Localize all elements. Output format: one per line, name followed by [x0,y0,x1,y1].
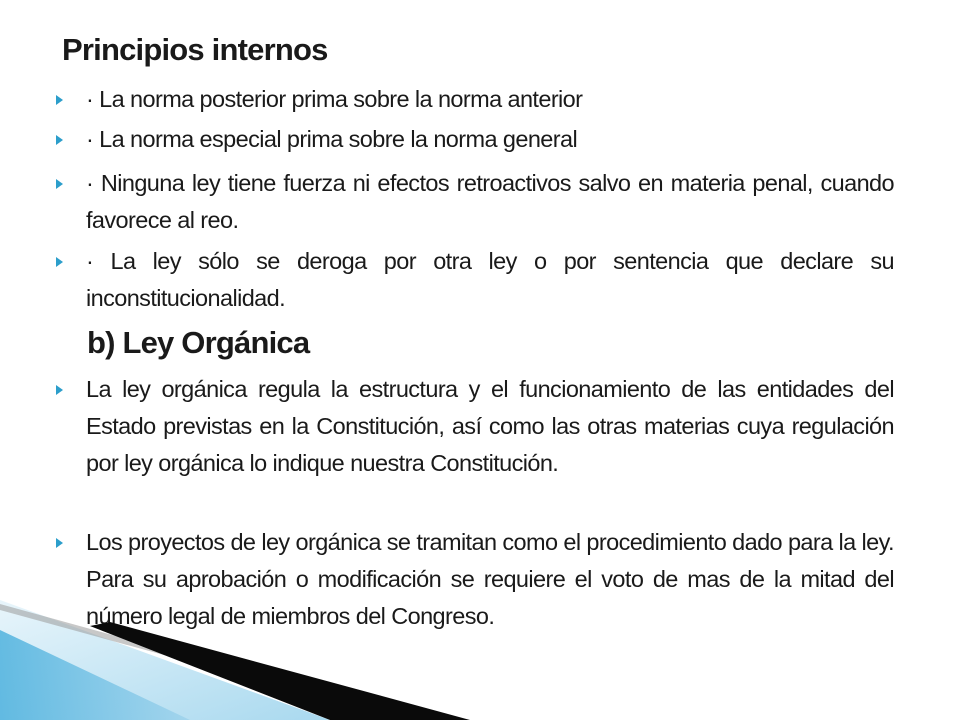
list-item [56,121,876,158]
list-item-text: La ley orgánica regula la estructura y el funcionamiento de las entidades del Estado previstas en la Constitución, así como las otras materias cuya regulación por ley orgánica lo indique nuestra Constitución. [86,376,894,476]
triangle-bullet-icon [56,385,63,395]
decorative-swoosh [0,560,960,720]
list-item [56,81,876,118]
triangle-bullet-icon [56,257,63,267]
list-item-text: · La norma especial prima sobre la norma general [86,126,578,152]
list-item [56,165,894,239]
list-item-text: · La ley sólo se deroga por otra ley o por sentencia que declare su inconstitucionalidad. [86,248,894,311]
triangle-bullet-icon [56,179,63,189]
section-heading-ley-organica: b) Ley Orgánica [87,325,310,360]
triangle-bullet-icon [56,538,63,548]
list-item-text: · La norma posterior prima sobre la norma anterior [86,86,583,112]
list-item [56,371,894,482]
list-item [56,243,894,317]
list-item-text: Los proyectos de ley orgánica se tramitan como el procedimiento dado para la ley. Para su aprobación o modificación se requiere el voto de mas de la mitad del número legal de miembros del Congreso. [86,529,894,629]
triangle-bullet-icon [56,95,63,105]
triangle-bullet-icon [56,135,63,145]
section-heading-principios: Principios internos [62,32,328,67]
list-item-text: · Ninguna ley tiene fuerza ni efectos retroactivos salvo en materia penal, cuando favorece al reo. [86,170,894,233]
